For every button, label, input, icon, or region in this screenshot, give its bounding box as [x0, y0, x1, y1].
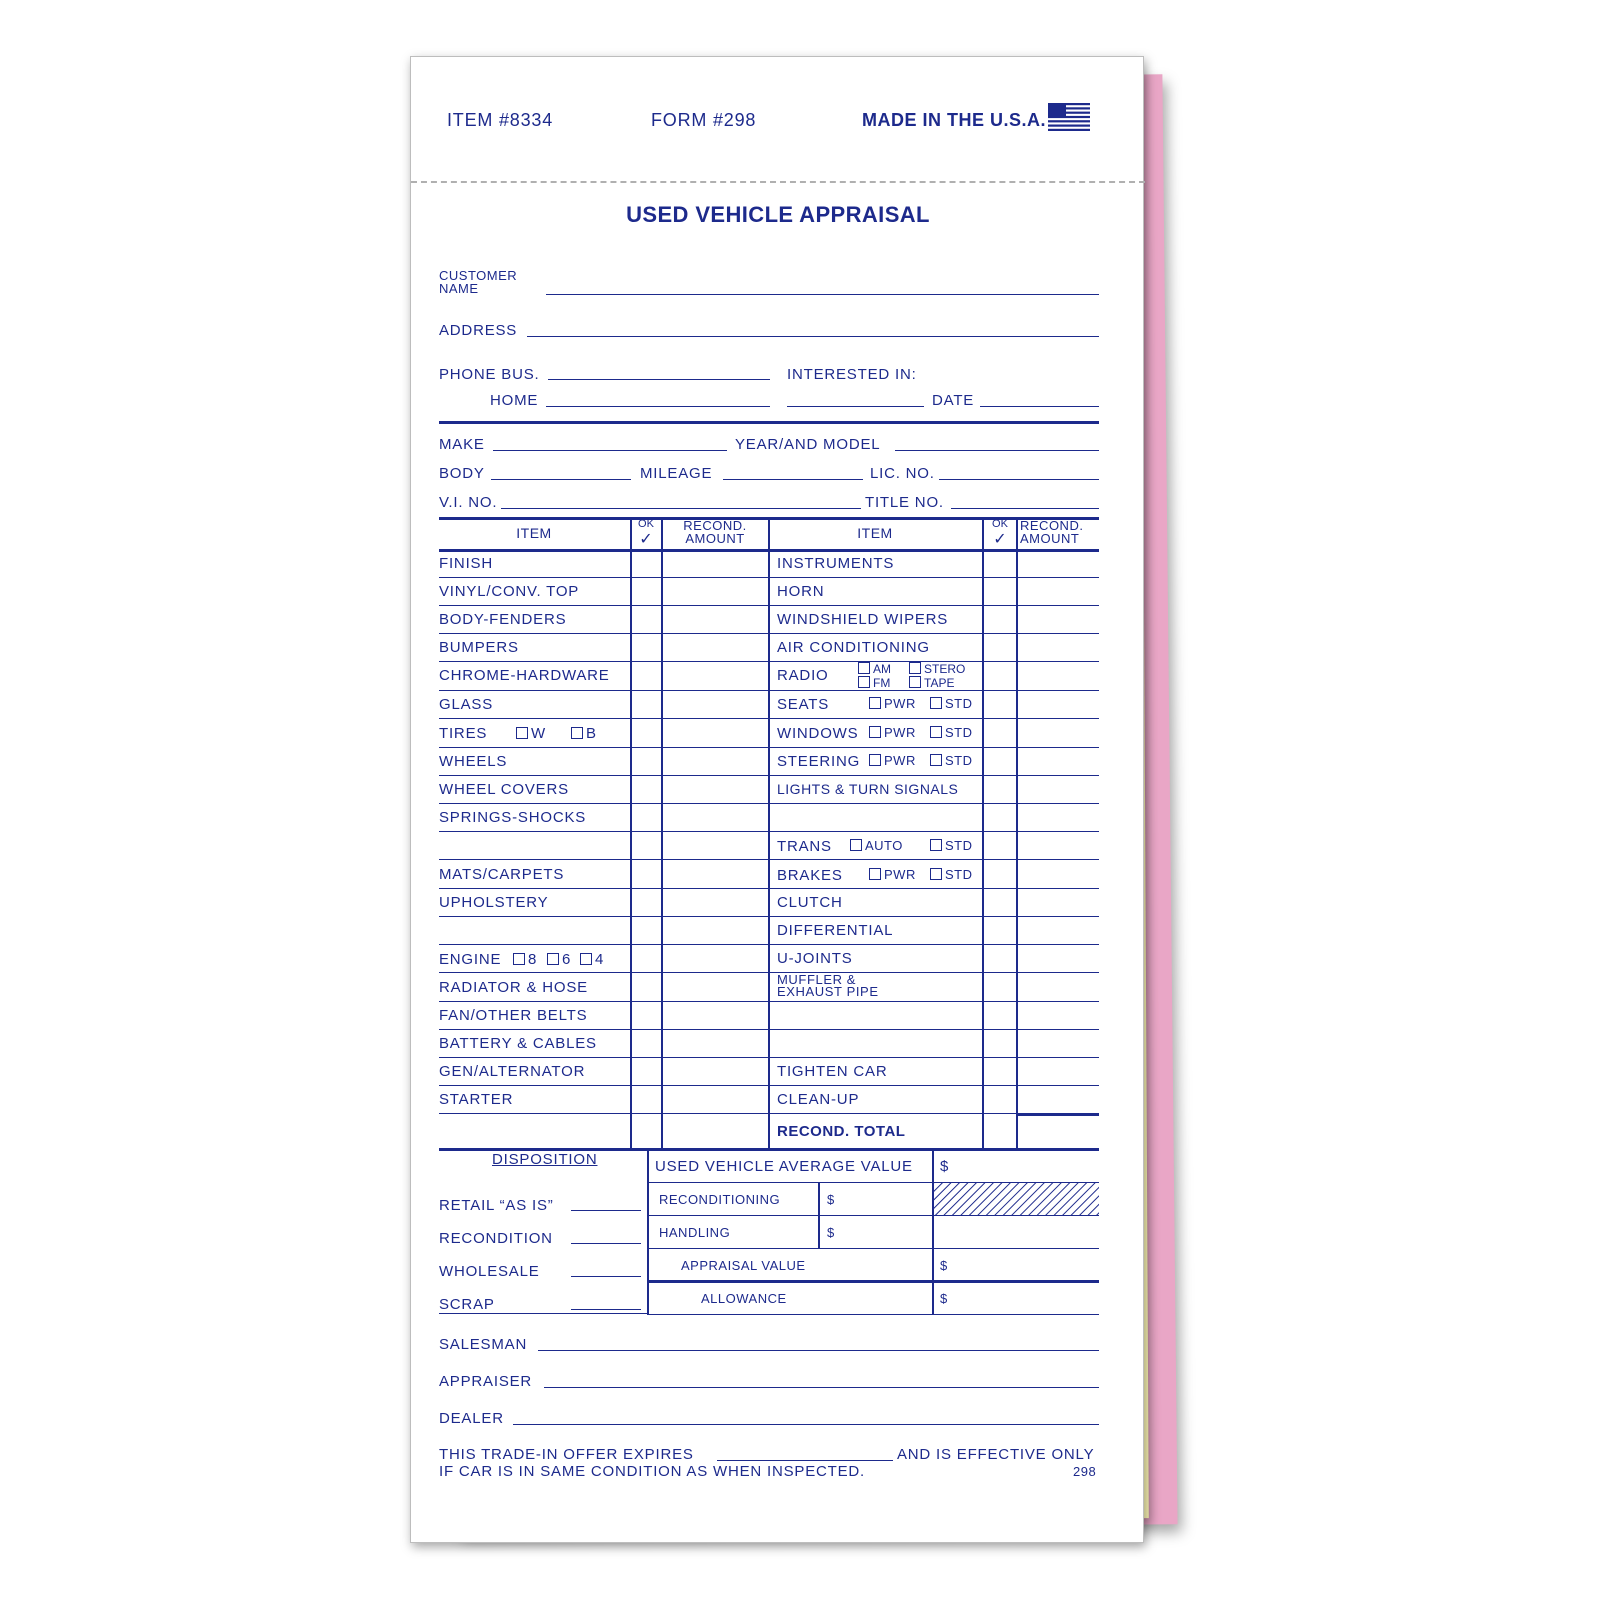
trans-std-option[interactable]	[930, 838, 973, 853]
engine-6-label: 6	[562, 951, 572, 968]
std-label: STD	[945, 696, 973, 711]
checkbox-icon[interactable]	[516, 727, 528, 739]
date-field[interactable]	[980, 406, 1099, 407]
effective-only-text: AND IS EFFECTIVE ONLY	[897, 1446, 1095, 1463]
average-value-dollar: $	[940, 1158, 950, 1175]
std-label: STD	[945, 838, 973, 853]
checkbox-icon[interactable]	[869, 726, 881, 738]
checkbox-icon[interactable]	[930, 697, 942, 709]
checkbox-icon[interactable]	[930, 754, 942, 766]
table-row-line	[439, 577, 1099, 578]
row-body-fenders: BODY-FENDERS	[439, 611, 567, 628]
std-label: STD	[945, 753, 973, 768]
checkbox-icon[interactable]	[580, 953, 592, 965]
retail-as-is-label: RETAIL “AS IS”	[439, 1197, 554, 1214]
disposition-title: DISPOSITION	[492, 1151, 598, 1168]
retail-as-is-field[interactable]	[571, 1210, 641, 1211]
row-fan-belts: FAN/OTHER BELTS	[439, 1007, 588, 1024]
table-row-line	[439, 633, 1099, 634]
radio-tape-option[interactable]	[909, 676, 954, 690]
scrap-label: SCRAP	[439, 1296, 495, 1313]
tires-w-option[interactable]	[516, 725, 546, 742]
body-label: BODY	[439, 465, 485, 482]
recond-total-label: RECOND. TOTAL	[777, 1123, 906, 1140]
interested-in-label: INTERESTED IN:	[787, 366, 917, 383]
row-air-conditioning: AIR CONDITIONING	[777, 639, 930, 656]
table-row-line	[439, 916, 1099, 917]
value-row-line	[648, 1248, 1099, 1249]
license-number-field[interactable]	[939, 479, 1099, 480]
recondition-label: RECONDITION	[439, 1230, 553, 1247]
muffler-label: MUFFLER &	[777, 972, 857, 987]
row-u-joints: U-JOINTS	[777, 950, 853, 967]
table-row-line	[439, 1085, 1099, 1086]
ok-column-header-left: OK	[638, 518, 654, 530]
offer-expires-field[interactable]	[717, 1460, 893, 1461]
row-brakes: BRAKES	[777, 867, 843, 884]
engine-4-label: 4	[595, 951, 605, 968]
mileage-label: MILEAGE	[640, 465, 713, 482]
item-column-header-right: ITEM	[857, 525, 893, 541]
row-glass: GLASS	[439, 696, 494, 713]
trans-auto-option[interactable]	[850, 838, 903, 853]
windows-std-option[interactable]	[930, 725, 973, 740]
brakes-pwr-option[interactable]	[869, 867, 916, 882]
license-number-label: LIC. NO.	[870, 465, 935, 482]
engine-8-option[interactable]	[513, 951, 537, 968]
row-engine: ENGINE	[439, 951, 502, 968]
value-inner-divider	[818, 1183, 820, 1249]
engine-6-option[interactable]	[547, 951, 571, 968]
condition-text: IF CAR IS IN SAME CONDITION AS WHEN INSPECTED.	[439, 1463, 866, 1480]
table-row-line	[439, 747, 1099, 748]
table-row-line	[439, 972, 1099, 973]
steering-std-option[interactable]	[930, 753, 973, 768]
item-number: ITEM #8334	[447, 110, 554, 130]
checkbox-icon[interactable]	[930, 726, 942, 738]
row-tighten-car: TIGHTEN CAR	[777, 1063, 888, 1080]
ok-column-header-right: OK	[992, 518, 1008, 530]
table-row-line	[439, 944, 1099, 945]
table-row-line	[439, 690, 1099, 691]
vin-field[interactable]	[501, 508, 861, 509]
row-wheel-covers: WHEEL COVERS	[439, 781, 569, 798]
brakes-std-option[interactable]	[930, 867, 973, 882]
checkbox-icon[interactable]	[547, 953, 559, 965]
made-in-usa: MADE IN THE U.S.A.	[862, 110, 1047, 130]
item-column-header-left: ITEM	[516, 525, 552, 541]
dealer-field[interactable]	[513, 1424, 1099, 1425]
recondition-field[interactable]	[571, 1243, 641, 1244]
customer-name-field[interactable]	[546, 294, 1099, 295]
phone-bus-label: PHONE BUS.	[439, 366, 540, 383]
section-divider	[439, 421, 1099, 424]
scrap-field[interactable]	[571, 1309, 641, 1310]
recond-header-line2: AMOUNT	[685, 531, 745, 546]
home-phone-field[interactable]	[546, 406, 770, 407]
recond-header-line2: AMOUNT	[1020, 531, 1080, 546]
hatched-area	[933, 1183, 1099, 1215]
row-clean-up: CLEAN-UP	[777, 1091, 860, 1108]
checkbox-icon[interactable]	[858, 662, 870, 674]
wholesale-field[interactable]	[571, 1276, 641, 1277]
table-row-line	[439, 1113, 1099, 1114]
appraisal-value-label: APPRAISAL VALUE	[681, 1258, 806, 1273]
address-label: ADDRESS	[439, 322, 518, 339]
tires-b-label: B	[586, 725, 597, 742]
checkbox-icon[interactable]	[930, 839, 942, 851]
checkbox-icon[interactable]	[858, 676, 870, 688]
pwr-label: PWR	[884, 696, 916, 711]
body-field[interactable]	[491, 479, 631, 480]
appraiser-label: APPRAISER	[439, 1373, 533, 1390]
handling-dollar: $	[827, 1225, 835, 1240]
customer-label-line1: CUSTOMER	[439, 268, 518, 283]
table-row-line	[439, 661, 1099, 662]
radio-am-label: AM	[873, 662, 891, 676]
table-row-line	[439, 718, 1099, 719]
value-row-line	[648, 1280, 1099, 1283]
checkbox-icon[interactable]	[513, 953, 525, 965]
row-windshield-wipers: WINDSHIELD WIPERS	[777, 611, 949, 628]
radio-stero-option[interactable]	[909, 662, 965, 676]
us-flag-icon	[1048, 103, 1090, 131]
row-wheels: WHEELS	[439, 753, 508, 770]
tires-b-option[interactable]	[571, 725, 597, 742]
row-springs-shocks: SPRINGS-SHOCKS	[439, 809, 587, 826]
interested-in-field[interactable]	[787, 406, 924, 407]
row-upholstery: UPHOLSTERY	[439, 894, 549, 911]
recond-amount-header-right	[1017, 519, 1102, 545]
engine-8-label: 8	[528, 951, 538, 968]
reconditioning-label: RECONDITIONING	[659, 1192, 781, 1207]
table-row-line	[439, 775, 1099, 776]
make-label: MAKE	[439, 436, 485, 453]
row-vinyl-top: VINYL/CONV. TOP	[439, 583, 580, 600]
engine-4-option[interactable]	[580, 951, 604, 968]
auto-label: AUTO	[865, 838, 903, 853]
column-divider	[982, 517, 984, 1150]
pwr-label: PWR	[884, 867, 916, 882]
title-number-field[interactable]	[951, 508, 1099, 509]
row-bumpers: BUMPERS	[439, 639, 519, 656]
year-model-label: YEAR/AND MODEL	[735, 436, 881, 453]
year-model-field[interactable]	[895, 450, 1099, 451]
table-row-line	[439, 1001, 1099, 1002]
dealer-label: DEALER	[439, 1410, 504, 1427]
radio-tape-label: TAPE	[924, 676, 955, 690]
steering-pwr-option[interactable]	[869, 753, 916, 768]
phone-bus-field[interactable]	[548, 379, 770, 380]
value-box-bottom-border	[648, 1314, 1099, 1315]
row-tires: TIRES	[439, 725, 488, 742]
checkbox-icon[interactable]	[909, 662, 921, 674]
column-divider	[661, 517, 663, 1150]
table-row-line	[439, 859, 1099, 860]
value-row-line	[648, 1215, 1099, 1216]
appraiser-field[interactable]	[544, 1387, 1099, 1388]
perforation-line	[411, 181, 1145, 183]
row-clutch: CLUTCH	[777, 894, 843, 911]
form-number: FORM #298	[651, 110, 757, 130]
handling-label: HANDLING	[659, 1225, 731, 1240]
seats-pwr-option[interactable]	[869, 696, 916, 711]
customer-label-line2: NAME	[439, 281, 479, 296]
make-field[interactable]	[493, 450, 727, 451]
pwr-label: PWR	[884, 753, 916, 768]
table-row-line	[439, 888, 1099, 889]
checkbox-icon[interactable]	[930, 868, 942, 880]
std-label: STD	[945, 867, 973, 882]
average-value-label: USED VEHICLE AVERAGE VALUE	[655, 1158, 913, 1175]
radio-stero-label: STERO	[924, 662, 966, 676]
row-mats-carpets: MATS/CARPETS	[439, 866, 565, 883]
row-differential: DIFFERENTIAL	[777, 922, 894, 939]
reconditioning-dollar: $	[827, 1192, 835, 1207]
form-title: USED VEHICLE APPRAISAL	[626, 202, 930, 227]
row-lights-turn-signals: LIGHTS & TURN SIGNALS	[777, 781, 959, 797]
row-steering: STEERING	[777, 753, 861, 770]
title-number-label: TITLE NO.	[865, 494, 944, 511]
table-row-line	[439, 605, 1099, 606]
row-chrome-hardware: CHROME-HARDWARE	[439, 667, 610, 684]
appraisal-form-sheet	[410, 56, 1144, 1543]
mileage-field[interactable]	[723, 479, 863, 480]
row-horn: HORN	[777, 583, 825, 600]
disposition-bottom-line	[439, 1313, 647, 1314]
column-divider	[1016, 517, 1018, 1150]
allowance-label: ALLOWANCE	[701, 1291, 787, 1306]
date-label: DATE	[932, 392, 975, 409]
row-seats: SEATS	[777, 696, 830, 713]
table-row-line	[439, 1057, 1099, 1058]
row-trans: TRANS	[777, 838, 832, 855]
salesman-label: SALESMAN	[439, 1336, 528, 1353]
recond-header-line1: RECOND.	[1020, 518, 1084, 533]
row-finish: FINISH	[439, 555, 493, 572]
row-radio: RADIO	[777, 667, 829, 684]
home-phone-label: HOME	[490, 392, 539, 409]
checkbox-icon[interactable]	[909, 676, 921, 688]
row-instruments: INSTRUMENTS	[777, 555, 895, 572]
pwr-label: PWR	[884, 725, 916, 740]
vin-label: V.I. NO.	[439, 494, 498, 511]
tires-w-label: W	[531, 725, 546, 742]
std-label: STD	[945, 725, 973, 740]
checkbox-icon[interactable]	[869, 697, 881, 709]
table-row-line	[439, 803, 1099, 804]
check-icon: ✓	[993, 531, 1007, 548]
value-box-divider	[932, 1150, 934, 1315]
row-gen-alternator: GEN/ALTERNATOR	[439, 1063, 586, 1080]
address-field[interactable]	[527, 336, 1099, 337]
row-starter: STARTER	[439, 1091, 514, 1108]
recond-amount-header-left	[663, 519, 767, 545]
allowance-dollar: $	[940, 1291, 948, 1306]
exhaust-pipe-label: EXHAUST PIPE	[777, 984, 879, 999]
radio-am-option[interactable]	[858, 662, 891, 676]
customer-name-label	[439, 269, 517, 295]
row-battery-cables: BATTERY & CABLES	[439, 1035, 597, 1052]
windows-pwr-option[interactable]	[869, 725, 916, 740]
offer-expires-text: THIS TRADE-IN OFFER EXPIRES	[439, 1446, 694, 1463]
checkbox-icon[interactable]	[869, 754, 881, 766]
appraisal-value-dollar: $	[940, 1258, 948, 1273]
seats-std-option[interactable]	[930, 696, 973, 711]
column-divider	[768, 517, 770, 1150]
checkbox-icon[interactable]	[850, 839, 862, 851]
form-code: 298	[1073, 1464, 1097, 1479]
column-divider	[630, 517, 632, 1150]
recond-header-line1: RECOND.	[683, 518, 747, 533]
table-row-line	[439, 831, 1099, 832]
radio-fm-option[interactable]	[858, 676, 890, 690]
wholesale-label: WHOLESALE	[439, 1263, 540, 1280]
row-windows: WINDOWS	[777, 725, 859, 742]
salesman-field[interactable]	[538, 1350, 1099, 1351]
checkbox-icon[interactable]	[571, 727, 583, 739]
radio-fm-label: FM	[873, 676, 891, 690]
check-icon: ✓	[639, 531, 653, 548]
row-radiator-hose: RADIATOR & HOSE	[439, 979, 588, 996]
table-row-line	[439, 1029, 1099, 1030]
row-muffler-exhaust	[777, 974, 879, 998]
checkbox-icon[interactable]	[869, 868, 881, 880]
value-box-left-border	[647, 1150, 649, 1315]
